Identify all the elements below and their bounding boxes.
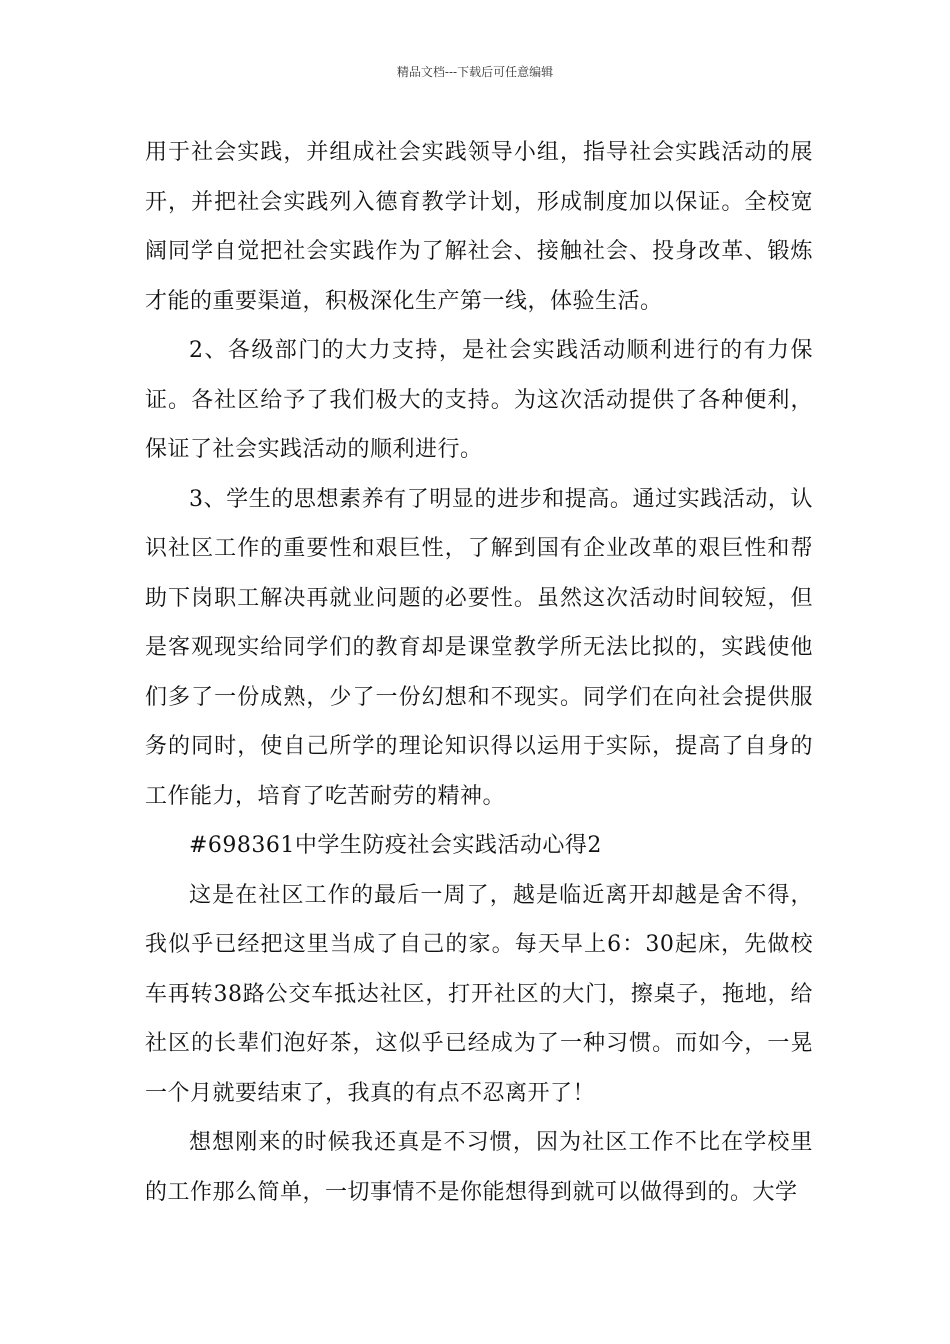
document-body xyxy=(145,128,813,1217)
paragraph-community-week: 这是在社区工作的最后一周了，越是临近离开却越是舍不得，我似乎已经把这里当成了自己的家。每天早上6：30起床，先做校车再转38路公交车抵达社区，打开社区的大门，擦桌子，拖地，给社区的长辈们泡好茶，这似乎已经成为了一种习惯。而如今，一晃一个月就要结束了，我真的有点不忍离开了！ xyxy=(145,882,813,1106)
paragraph-first-days: 想想刚来的时候我还真是不习惯，因为社区工作不比在学校里的工作那么简单，一切事情不是你能想得到就可以做得到的。大学 xyxy=(145,1130,813,1205)
paragraph-point-2: 2、各级部门的大力支持，是社会实践活动顺利进行的有力保证。各社区给予了我们极大的支持。为这次活动提供了各种便利，保证了社会实践活动的顺利进行。 xyxy=(145,338,813,462)
page-header: 精品文档---下载后可任意编辑 xyxy=(396,65,554,79)
paragraph-point-3: 3、学生的思想素养有了明显的进步和提高。通过实践活动，认识社区工作的重要性和艰巨性，了解到国有企业改革的艰巨性和帮助下岗职工解决再就业问题的必要性。虽然这次活动时间较短，但是客观现实给同学们的教育却是课堂教学所无法比拟的，实践使他们多了一份成熟，少了一份幻想和不现实。同学们在向社会提供服务的同时，使自己所学的理论知识得以运用于实际，提高了自身的工作能力，培育了吃苦耐劳的精神。 xyxy=(145,486,813,809)
section-heading: #698361中学生防疫社会实践活动心得2 xyxy=(189,833,602,858)
paragraph-continuation: 用于社会实践，并组成社会实践领导小组，指导社会实践活动的展开，并把社会实践列入德育教学计划，形成制度加以保证。全校宽阔同学自觉把社会实践作为了解社会、接触社会、投身改革、锻炼才能的重要渠道，积极深化生产第一线，体验生活。 xyxy=(145,140,813,314)
